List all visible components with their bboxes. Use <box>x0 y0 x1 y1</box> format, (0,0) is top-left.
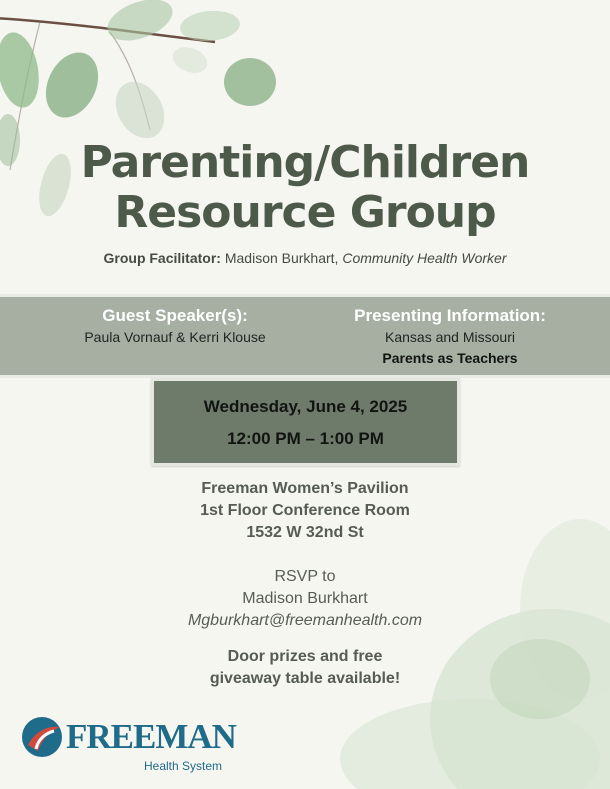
title-line-2: Resource Group <box>114 187 496 238</box>
presenting-column <box>320 305 580 369</box>
facilitator-line <box>0 250 610 266</box>
info-band <box>0 294 610 378</box>
logo-subtitle: Health System <box>144 759 223 773</box>
prizes-line-1: Door prizes and free <box>227 648 383 665</box>
speakers-column <box>40 305 310 348</box>
leaf-icon <box>224 58 276 106</box>
logo-name: FREEMAN <box>66 717 236 756</box>
speakers-names: Paula Vornauf & Kerri Klouse <box>84 329 266 345</box>
event-date: Wednesday, June 4, 2025 <box>203 397 408 416</box>
event-time: 12:00 PM – 1:00 PM <box>227 429 384 448</box>
venue-room: 1st Floor Conference Room <box>200 502 410 519</box>
date-time-box <box>151 378 460 466</box>
venue-address: 1532 W 32nd St <box>246 524 364 541</box>
facilitator-label: Group Facilitator: <box>103 250 221 266</box>
rsvp-label: RSVP to <box>274 568 336 585</box>
facilitator-name: Madison Burkhart, <box>224 250 339 266</box>
leaf-icon <box>169 43 211 78</box>
presenting-line-1: Kansas and Missouri <box>385 329 515 345</box>
prizes-block <box>0 646 610 690</box>
rsvp-block <box>0 566 610 632</box>
speakers-heading: Guest Speaker(s): <box>102 306 248 325</box>
leaf-icon <box>106 73 174 147</box>
venue-name: Freeman Women’s Pavilion <box>201 480 409 497</box>
leaf-icon <box>0 29 44 111</box>
prizes-line-2: giveaway table available! <box>209 670 401 687</box>
presenting-line-2: Parents as Teachers <box>382 350 518 366</box>
leaf-icon <box>36 44 108 126</box>
title-line-1: Parenting/Children <box>80 137 530 188</box>
presenting-heading: Presenting Information: <box>354 306 546 325</box>
freeman-logo-icon <box>20 715 64 759</box>
venue-block <box>0 478 610 544</box>
rsvp-email-link[interactable]: Mgburkhart@freemanhealth.com <box>187 612 423 629</box>
rsvp-name: Madison Burkhart <box>242 590 368 607</box>
facilitator-role: Community Health Worker <box>342 250 507 266</box>
leaf-icon <box>102 0 178 49</box>
freeman-logo <box>20 715 240 775</box>
